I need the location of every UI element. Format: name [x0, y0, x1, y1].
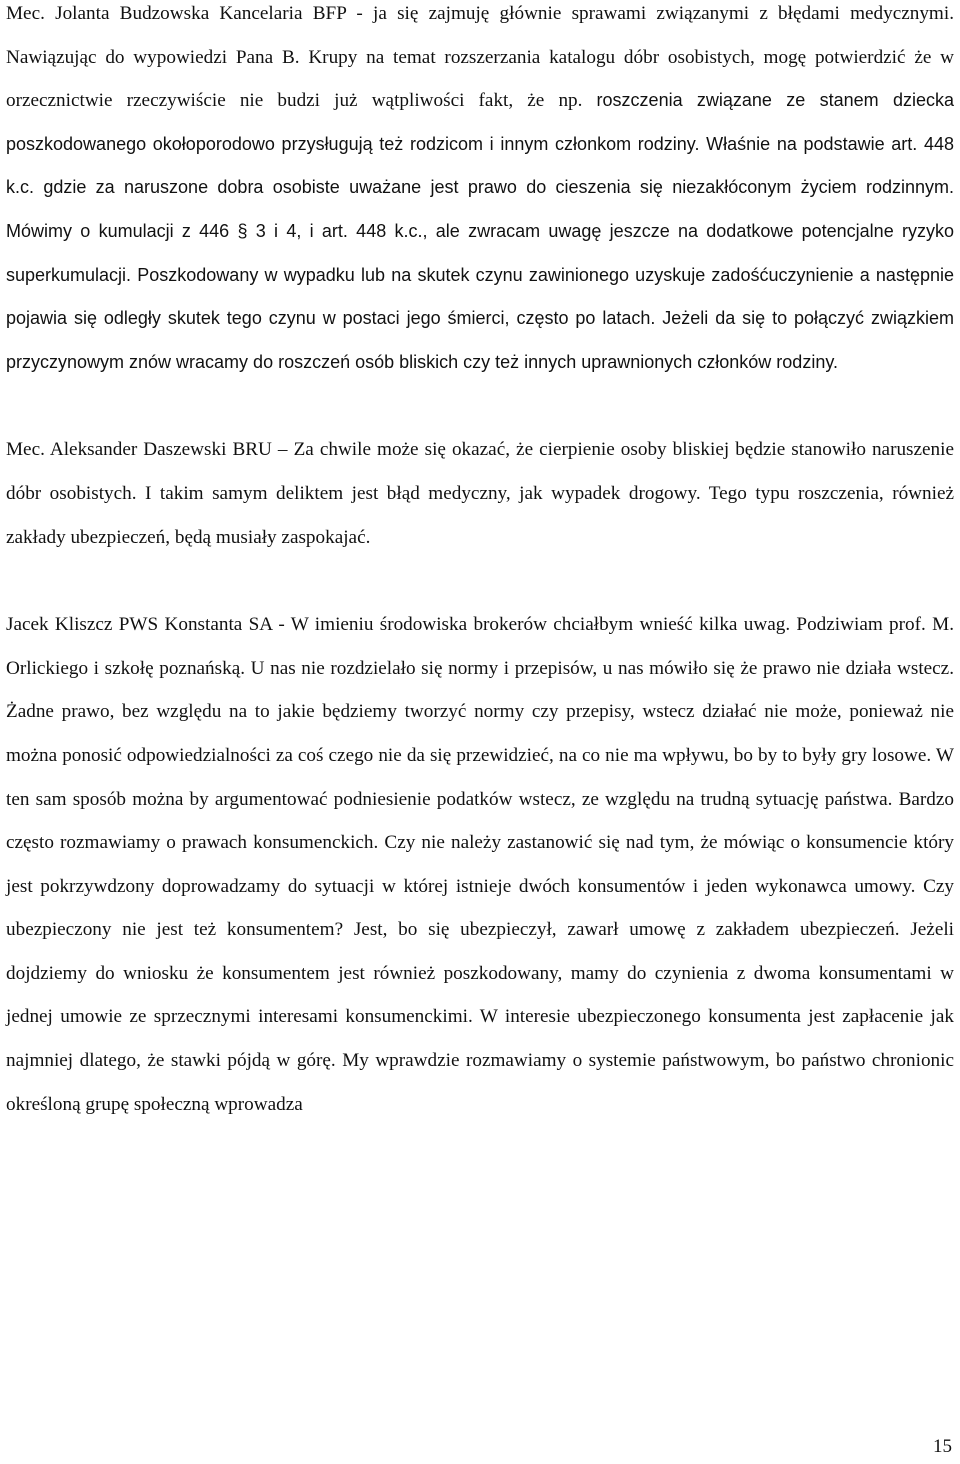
- paragraph-budzowska-text-sans: roszczenia związane ze stanem dziecka poszkodowanego okołoporodowo przysługują też rodzicom i innym członkom rodziny. Właśnie na podstawie art. 448 k.c. gdzie za naruszone dobra osobiste uważane jest prawo do cieszenia się niezakłóconym życiem rodzinnym. Mówimy o kumulacji z 446 § 3 i 4, i art. 448 k.c., ale zwracam uwagę jeszcze na dodatkowe potencjalne ryzyko superkumulacji. Poszkodowany w wypadku lub na skutek czynu zawinionego uzyskuje zadośćuczynienie a następnie pojawia się odległy skutek tego czynu w postaci jego śmierci, często po latach. Jeżeli da się to połączyć związkiem przyczynowym znów wracamy do roszczeń osób bliskich czy też innych uprawnionych członków rodziny.: [6, 90, 954, 372]
- paragraph-budzowska: [6, 0, 954, 384]
- paragraph-kliszcz-text: Jacek Kliszcz PWS Konstanta SA - W imieniu środowiska brokerów chciałbym wnieść kilka uwag. Podziwiam prof. M. Orlickiego i szkołę poznańską. U nas nie rozdzielało się normy i przepisów, u nas mówiło się że prawo nie działa wstecz. Żadne prawo, bez względu na to jakie będziemy tworzyć normy czy przepisy, wstecz działać nie może, ponieważ nie można ponosić odpowiedzialności za coś czego nie da się przewidzieć, na co nie ma wpływu, bo by to były gry losowe. W ten sam sposób można by argumentować podniesienie podatków wstecz, ze względu na trudną sytuację państwa. Bardzo często rozmawiamy o prawach konsumenckich. Czy nie należy zastanowić się nad tym, że mówiąc o konsumencie który jest pokrzywdzony doprowadzamy do sytuacji w której istnieje dwóch konsumentów i jeden wykonawca umowy. Czy ubezpieczony nie jest też konsumentem? Jest, bo się ubezpieczył, zawarł umowę z zakładem ubezpieczeń. Jeżeli dojdziemy do wniosku że konsumentem jest również poszkodowany, mamy do czynienia z dwoma konsumentami w jednej umowie ze sprzecznymi interesami konsumenckimi. W interesie ubezpieczonego konsumenta jest zapłacenie jak najmniej dlatego, że stawki pójdą w górę. My wprawdzie rozmawiamy o systemie państwowym, bo państwo chronionic określoną grupę społeczną wprowadza: [6, 614, 954, 1115]
- document-page: [6, 0, 954, 1126]
- paragraph-daszewski: [6, 428, 954, 559]
- paragraph-budzowska-text-serif: Mec. Jolanta Budzowska Kancelaria BFP - ja się zajmuję głównie sprawami związanymi z błędami medycznymi. Nawiązując do wypowiedzi Pana B. Krupy na temat rozszerzania katalogu dóbr osobistych, mogę potwierdzić że w orzecznictwie rzeczywiście nie budzi już wątpliwości fakt, że np.: [6, 3, 954, 112]
- paragraph-gap: [6, 384, 954, 428]
- page-number: 15: [933, 1436, 952, 1457]
- paragraph-gap: [6, 559, 954, 603]
- paragraph-kliszcz: [6, 603, 954, 1126]
- paragraph-daszewski-text: Mec. Aleksander Daszewski BRU – Za chwile może się okazać, że cierpienie osoby bliskiej będzie stanowiło naruszenie dóbr osobistych. I takim samym deliktem jest błąd medyczny, jak wypadek drogowy. Tego typu roszczenia, również zakłady ubezpieczeń, będą musiały zaspokajać.: [6, 439, 954, 548]
